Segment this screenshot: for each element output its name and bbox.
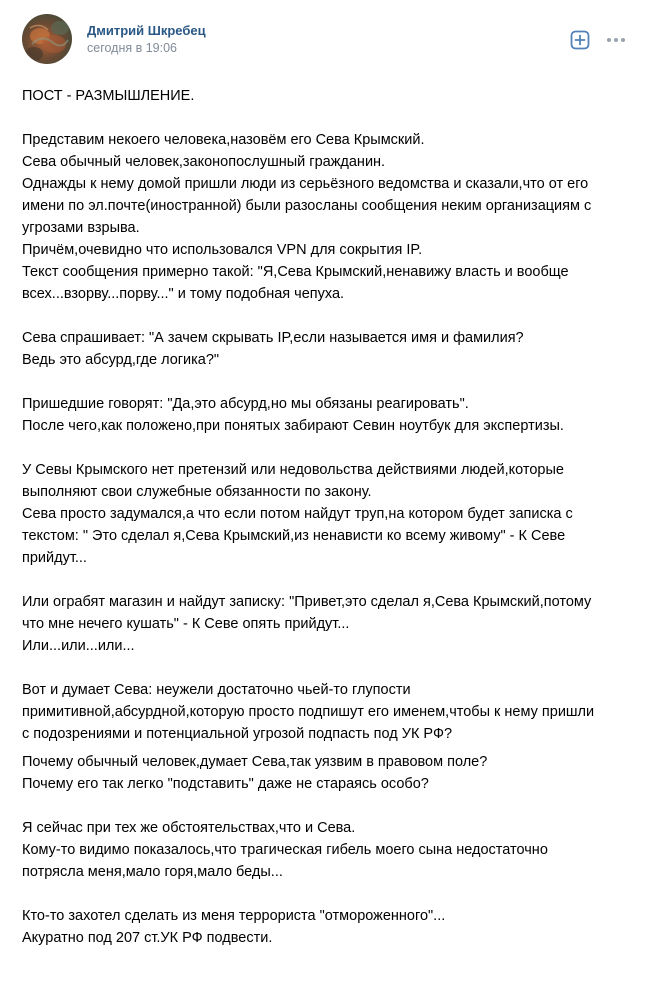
post-text-line: ПОСТ - РАЗМЫШЛЕНИЕ. [22,88,195,104]
post-text-line: Сева обычный человек,законопослушный гражданин. [22,154,386,170]
post-text-line: Однажды к нему домой пришли люди из серьёзного ведомства и сказали,что от его [22,176,589,192]
author-avatar[interactable] [22,14,72,64]
post-text-line: что мне нечего кушать" - К Севе опять прийдут... [22,616,350,632]
post-body-text [22,85,637,949]
post-text-line: имени по эл.почте(иностранной) были разосланы сообщения неким организациям с [22,198,592,214]
blank-line [22,305,637,327]
post-text-line: прийдут... [22,550,87,566]
post-text-line: потрясла меня,мало горя,мало беды... [22,864,283,880]
add-square-icon [569,29,591,51]
post-text-line: Сева просто задумался,а что если потом найдут труп,на котором будет записка с [22,506,573,522]
post-text-line: Почему обычный человек,думает Сева,так уязвим в правовом поле? [22,754,488,770]
avatar-photo-icon [22,14,72,64]
post-text-line: примитивной,абсурдной,которую просто подпишут его именем,чтобы к нему пришли [22,704,595,720]
blank-line [22,883,637,905]
blank-line [22,657,637,679]
blank-line [22,795,637,817]
post-text-line: всех...взорву...порву..." и тому подобная чепуха. [22,286,345,302]
add-to-bookmarks-button[interactable] [569,29,591,51]
post-text-line: Кому-то видимо показалось,что трагическая гибель моего сына недостаточно [22,842,548,858]
post-text-line: Кто-то захотел сделать из меня террориста "отмороженного"... [22,908,446,924]
post-text-line: У Севы Крымского нет претензий или недовольства действиями людей,которые [22,462,564,478]
post-text-line: выполняют свои служебные обязанности по закону. [22,484,372,500]
post-text-line: Акуратно под 207 ст.УК РФ подвести. [22,930,273,946]
post-text-line: с подозрениями и потенциальной угрозой подпасть под УК РФ? [22,726,453,742]
post-text-line: Текст сообщения примерно такой: "Я,Сева Крымский,ненавижу власть и вообще [22,264,569,280]
post-text-line: текстом: " Это сделал я,Сева Крымский,из ненависти ко всему живому" - К Севе [22,528,566,544]
post-text-line: Я сейчас при тех же обстоятельствах,что и Сева. [22,820,356,836]
more-dots-icon [605,30,627,50]
post-text-line: Вот и думает Сева: неужели достаточно чьей-то глупости [22,682,411,698]
post-text-line: После чего,как положено,при понятых забирают Севин ноутбук для экспертизы. [22,418,564,434]
post-text-line: Представим некоего человека,назовём его Сева Крымский. [22,132,425,148]
post-text-line: Ведь это абсурд,где логика?" [22,352,220,368]
post-text-line: Или...или...или... [22,638,135,654]
blank-line [22,437,637,459]
more-actions-button[interactable] [605,30,627,50]
post-timestamp[interactable]: сегодня в 19:06 [87,41,177,55]
post-text-line: Или ограбят магазин и найдут записку: "Привет,это сделал я,Сева Крымский,потому [22,594,592,610]
blank-line [22,371,637,393]
post-text-line: Причём,очевидно что использовался VPN для сокрытия IP. [22,242,423,258]
blank-line [22,569,637,591]
blank-line [22,107,637,129]
post-text-line: угрозами взрыва. [22,220,140,236]
post-text-line: Почему его так легко "подставить" даже не стараясь особо? [22,776,429,792]
post-text-line: Сева спрашивает: "А зачем скрывать IP,если называется имя и фамилия? [22,330,524,346]
author-name[interactable]: Дмитрий Шкребец [87,23,206,38]
post-text-line: Пришедшие говорят: "Да,это абсурд,но мы обязаны реагировать". [22,396,469,412]
